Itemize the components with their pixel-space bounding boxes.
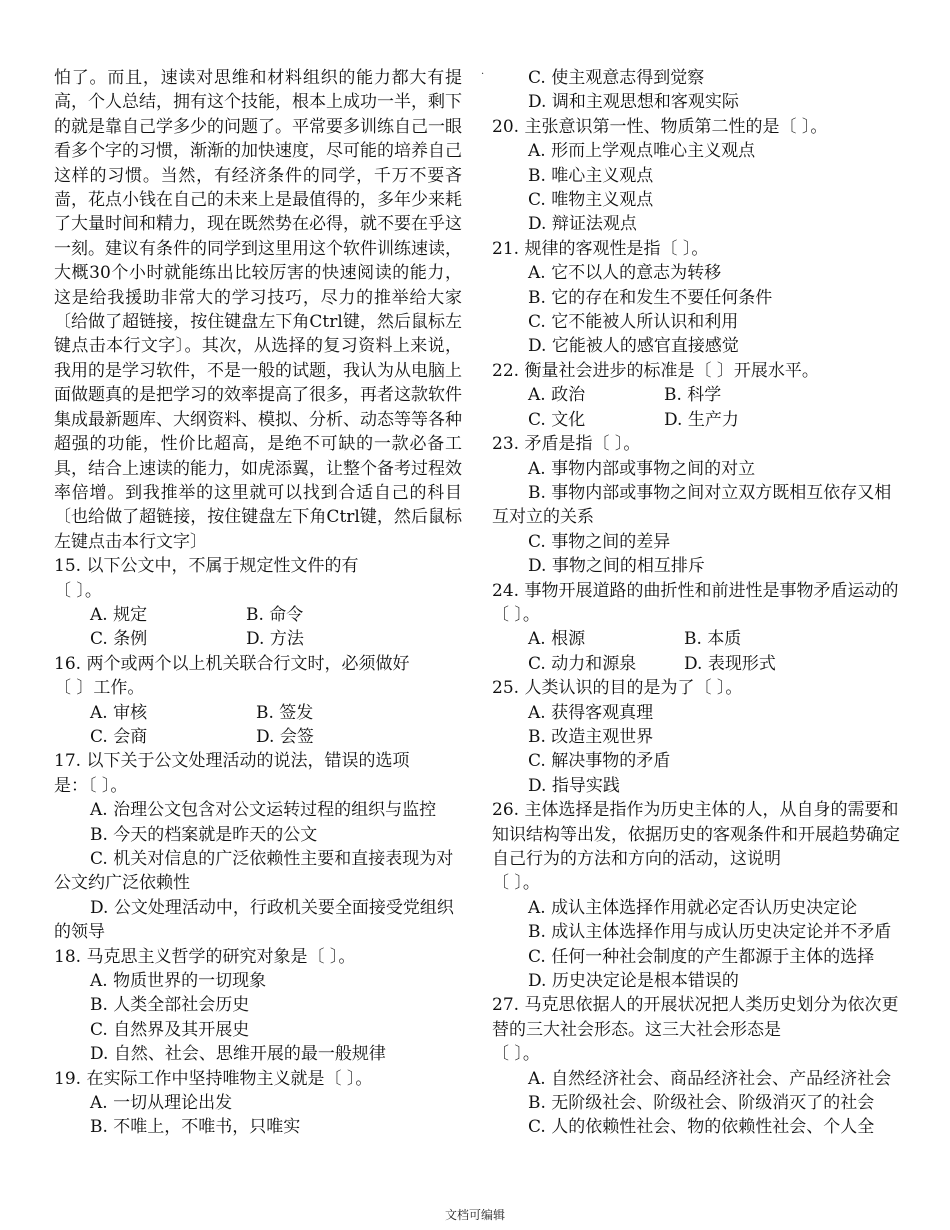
- question-21: [492, 237, 902, 359]
- question-stem-cont: 是：〔 〕。: [54, 775, 128, 796]
- option-d: D. 会签: [256, 726, 314, 747]
- option-b: B. 事物内部或事物之间对立双方既相互依存又相互对立的关系: [492, 482, 892, 528]
- option-b: B. 今天的档案就是昨天的公文: [90, 824, 318, 845]
- option-b: B. 改造主观世界: [528, 726, 654, 747]
- option-row: [492, 652, 902, 676]
- option-c: C. 机关对信息的广泛依赖性主要和直接表现为对公文约广泛依赖性: [54, 849, 454, 894]
- option-row: [492, 627, 902, 651]
- option-a: A. 成认主体选择作用就必定否认历史决定论: [528, 897, 858, 918]
- right-column: [492, 66, 902, 1140]
- question-stem: 15. 以下公文中，不属于规定性文件的有: [54, 556, 359, 577]
- option-c: C. 解决事物的矛盾: [528, 751, 671, 772]
- option-row: [492, 408, 902, 432]
- question-stem: 19. 在实际工作中坚持唯物主义就是〔 〕。: [54, 1068, 373, 1089]
- question-stem: 24. 事物开展道路的曲折性和前进性是事物矛盾运动的〔 〕。: [492, 580, 899, 625]
- question-stem: 27. 马克思依据人的开展状况把人类历史划分为依次更替的三大社会形态。这三大社会形态是: [492, 995, 899, 1040]
- question-stem: 21. 规律的客观性是指〔 〕。: [492, 238, 709, 259]
- question-25: [492, 676, 902, 798]
- option-row: [54, 701, 462, 725]
- option-a: A. 自然经济社会、商品经济社会、产品经济社会: [528, 1068, 892, 1089]
- option-c: C. 事物之间的差异: [528, 531, 671, 552]
- question-27: [492, 993, 902, 1139]
- question-17: [54, 749, 462, 944]
- option-b: B. 成认主体选择作用与成认历史决定论并不矛盾: [528, 922, 892, 943]
- question-26: [492, 798, 902, 993]
- option-b: B. 签发: [256, 702, 314, 723]
- option-d: D. 它能被人的感官直接感觉: [528, 336, 739, 357]
- option-c: C. 文化: [528, 409, 586, 430]
- option-a: A. 审核: [90, 702, 148, 723]
- question-stem-cont: 〔 〕。: [54, 580, 102, 601]
- question-20: [492, 115, 902, 237]
- option-c: C. 唯物主义观点: [528, 190, 654, 211]
- option-c: C. 动力和源泉: [528, 653, 637, 674]
- question-stem-cont: 〔 〕工作。: [54, 678, 145, 699]
- question-stem: 18. 马克思主义哲学的研究对象是〔 〕。: [54, 946, 356, 967]
- question-stem: 17. 以下关于公文处理活动的说法，错误的选项: [54, 751, 410, 772]
- option-b: B. 无阶级社会、阶级社会、阶级消灭了的社会: [528, 1093, 875, 1114]
- option-c: C. 使主观意志得到觉察: [528, 68, 705, 88]
- question-stem-cont: 〔 〕。: [492, 873, 540, 894]
- option-d: D. 指导实践: [528, 775, 620, 796]
- page-marker: .: [481, 66, 485, 77]
- question-22: [492, 359, 902, 432]
- page-footer: 文档可编辑: [444, 1208, 505, 1222]
- option-a: A. 形而上学观点唯心主义观点: [528, 141, 756, 162]
- question-23: [492, 432, 902, 578]
- option-d: D. 生产力: [664, 409, 739, 430]
- option-b: B. 人类全部社会历史: [90, 995, 250, 1016]
- question-stem: 26. 主体选择是指作为历史主体的人，从自身的需要和知识结构等出发，依据历史的客观条件和开展趋势确定自己行为的方法和方向的活动，这说明: [492, 800, 900, 869]
- option-d: D. 调和主观思想和客观实际: [528, 92, 739, 113]
- option-d: D. 历史决定论是根本错误的: [528, 971, 739, 992]
- question-19-cont: [492, 66, 902, 115]
- option-a: A. 获得客观真理: [528, 702, 654, 723]
- question-stem-cont: 〔 〕。: [492, 1044, 540, 1065]
- question-19: [54, 1067, 462, 1140]
- left-column: [54, 66, 462, 1140]
- option-b: B. 唯心主义观点: [528, 165, 654, 186]
- question-15: [54, 554, 462, 652]
- question-16: [54, 652, 462, 750]
- option-b: B. 命令: [246, 604, 304, 625]
- question-stem: 20. 主张意识第一性、物质第二性的是〔 〕。: [492, 116, 828, 137]
- option-d: D. 方法: [246, 629, 304, 650]
- option-a: A. 它不以人的意志为转移: [528, 263, 722, 284]
- question-stem: 23. 矛盾是指〔 〕。: [492, 434, 641, 455]
- question-stem: 16. 两个或两个以上机关联合行文时，必须做好: [54, 653, 410, 674]
- option-a: A. 规定: [90, 604, 148, 625]
- option-a: A. 一切从理论出发: [90, 1093, 233, 1114]
- option-a: A. 物质世界的一切现象: [90, 971, 267, 992]
- option-c: C. 任何一种社会制度的产生都源于主体的选择: [528, 946, 875, 967]
- option-d: D. 事物之间的相互排斥: [528, 556, 705, 577]
- option-row: [54, 627, 462, 651]
- option-d: D. 辩证法观点: [528, 214, 637, 235]
- option-b: B. 它的存在和发生不要任何条件: [528, 287, 773, 308]
- option-row: [54, 603, 462, 627]
- option-a: A. 事物内部或事物之间的对立: [528, 458, 756, 479]
- option-a: A. 根源: [528, 629, 586, 650]
- option-b: B. 科学: [664, 385, 722, 406]
- question-24: [492, 579, 902, 677]
- option-a: A. 政治: [528, 385, 586, 406]
- option-b: B. 不唯上，不唯书，只唯实: [90, 1117, 301, 1138]
- option-d: D. 公文处理活动中，行政机关要全面接受党组织的领导: [54, 897, 454, 943]
- intro-paragraph: 怕了。而且，速读对思维和材料组织的能力都大有提高，个人总结，拥有这个技能，根本上成功一半，剩下的就是靠自己学多少的问题了。平常要多训练自己一眼看多个字的习惯，渐渐的加快速度，尽可能的培养自己这样的习惯。当然，有经济条件的同学，千万不要吝啬，花点小钱在自己的未来上是最值得的，多年少来耗了大量时间和精力，现在既然势在必得，就不要在乎这一刻。建议有条件的同学到这里用这个软件训练速读，大概30个小时就能练出比较厉害的快速阅读的能力，这是给我援助非常大的学习技巧，尽力的推举给大家〔给做了超链接，按住键盘左下角Ctrl键，然后鼠标左键点击本行文字〕。其次，从选择的复习资料上来说，我用的是学习软件，不是一般的试题，我认为从电脑上面做题真的是把学习的效率提高了很多，再者这款软件集成最新题库、大纲资料、模拟、分析、动态等等各种超强的功能，性价比超高，是绝不可缺的一款必备工具，结合上速读的能力，如虎添翼，让整个备考过程效率倍增。到我推举的这里就可以找到合适自己的科目〔也给做了超链接，按住键盘左下角Ctrl键，然后鼠标左键点击本行文字〕: [54, 68, 462, 552]
- question-stem: 22. 衡量社会进步的标准是〔 〕开展水平。: [492, 360, 819, 381]
- option-row: [492, 383, 902, 407]
- question-stem: 25. 人类认识的目的是为了〔 〕。: [492, 678, 743, 699]
- option-c: C. 会商: [90, 726, 148, 747]
- option-c: C. 人的依赖性社会、物的依赖性社会、个人全: [528, 1117, 875, 1138]
- option-c: C. 条例: [90, 629, 148, 650]
- option-b: B. 本质: [684, 629, 742, 650]
- option-row: [54, 725, 462, 749]
- option-a: A. 治理公文包含对公文运转过程的组织与监控: [90, 800, 437, 821]
- option-d: D. 表现形式: [684, 653, 776, 674]
- question-18: [54, 945, 462, 1067]
- option-c: C. 它不能被人所认识和利用: [528, 312, 739, 333]
- option-c: C. 自然界及其开展史: [90, 1019, 250, 1040]
- option-d: D. 自然、社会、思维开展的最一般规律: [90, 1044, 386, 1065]
